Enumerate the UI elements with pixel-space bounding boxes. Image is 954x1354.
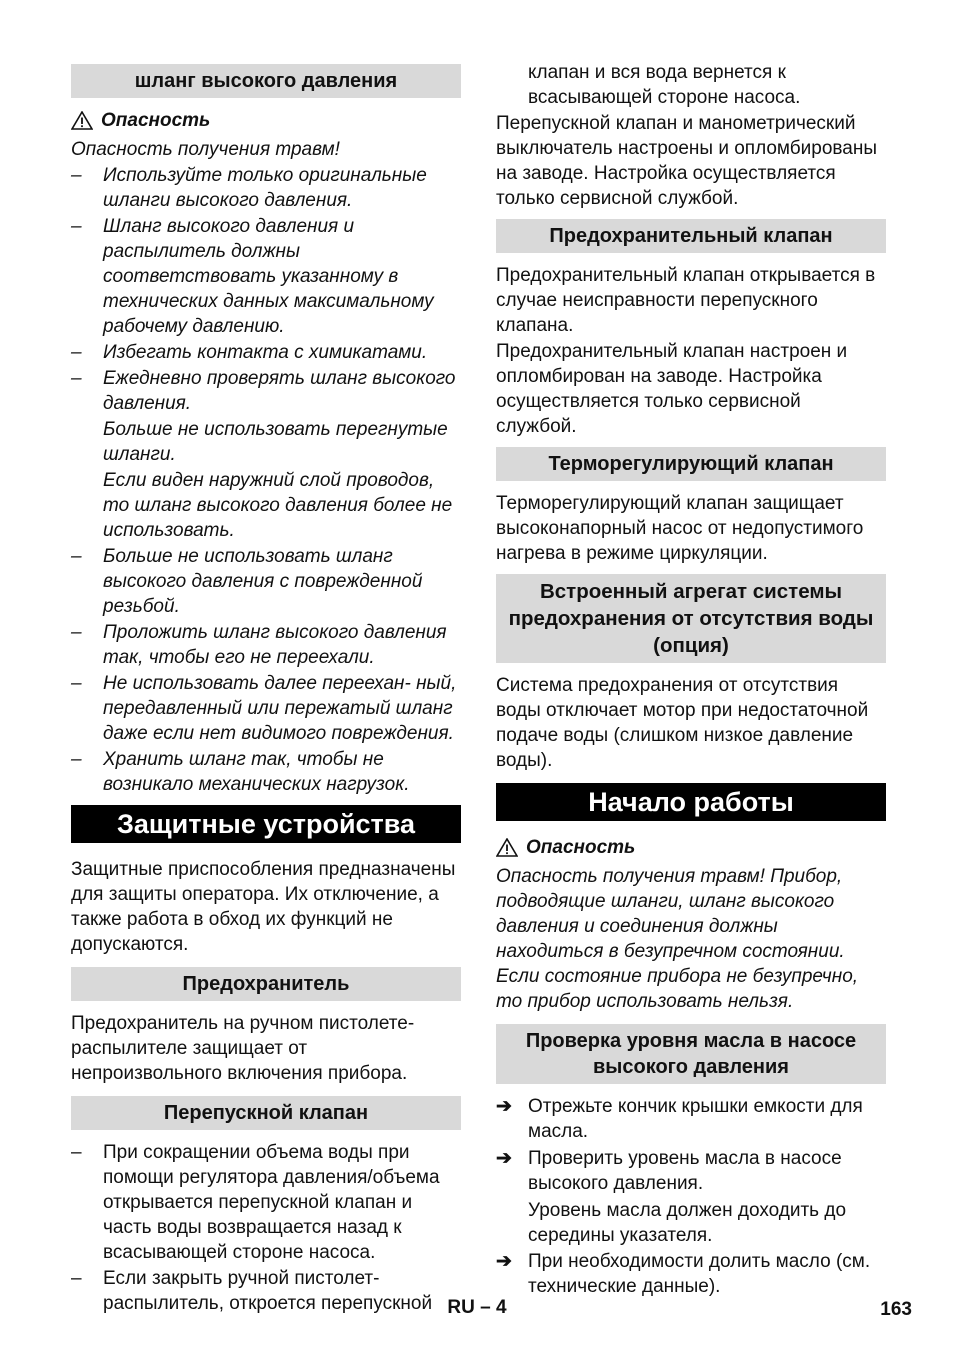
bypass-continuation: клапан и вся вода вернется к всасывающей стороне насоса.	[528, 62, 801, 108]
right-column	[496, 60, 886, 1301]
start-heading: Начало работы	[496, 783, 886, 821]
danger-text: Опасность получения травм! Прибор, подводящие шланги, шланг высокого давления и соединения должны находиться в безупречном состоянии. Если состояние прибора не безупречно, то прибор использовать нельзя.	[496, 866, 859, 1012]
hose-list	[71, 163, 461, 416]
danger-label	[496, 835, 886, 860]
safety-valve-text-1: Предохранительный клапан открывается в случае неисправности перепускного клапана.	[496, 265, 876, 336]
thermo-valve-heading: Терморегулирующий клапан	[496, 447, 886, 481]
danger-label-text: Опасность	[101, 110, 211, 131]
danger-label	[71, 108, 461, 133]
step-text: Проверить уровень масла в насосе высокого давления.	[528, 1148, 842, 1194]
hose-list-2	[71, 544, 461, 797]
section-marker: RU – 4	[447, 1297, 507, 1318]
step-continuation: Уровень масла должен доходить до середины указателя.	[528, 1200, 847, 1246]
list-item: – Шланг высокого давления и распылитель должны соответствовать указанному в технических данных максимальному рабочему давлению.	[71, 214, 461, 339]
list-item: – Проложить шланг высокого давления так, чтобы его не переехали.	[71, 620, 461, 670]
list-item: – Если закрыть ручной пистолет-распылитель, откроется перепускной	[71, 1266, 461, 1316]
list-item: – Не использовать далее переехан- ный, передавленный или пережатый шланг даже если нет видимого повреждения.	[71, 671, 461, 746]
warning-triangle-icon	[71, 111, 93, 130]
list-item: – Избегать контакта с химикатами.	[71, 340, 461, 365]
oil-steps	[496, 1094, 886, 1196]
list-item: – Используйте только оригинальные шланги высокого давления.	[71, 163, 461, 213]
list-continuation: Больше не использовать перегнутые шланги.	[103, 419, 448, 465]
safety-valve-text-2: Предохранительный клапан настроен и опломбирован на заводе. Настройка осуществляется только сервисной службой.	[496, 341, 848, 437]
dry-run-text: Система предохранения от отсутствия воды отключает мотор при недостаточной подаче воды (слишком низкое давление воды).	[496, 675, 869, 771]
oil-steps-2	[496, 1249, 886, 1299]
dry-run-heading: Встроенный агрегат системы предохранения от отсутствия воды (опция)	[496, 574, 886, 663]
bypass-text: Перепускной клапан и манометрический выключатель настроены и опломбированы на заводе. Настройка осуществляется только сервисной службой.	[496, 113, 878, 209]
list-item: – Ежедневно проверять шланг высокого давления.	[71, 366, 461, 416]
protect-text: Защитные приспособления предназначены для защиты оператора. Их отключение, а также работа в обход их функций не допускаются.	[71, 859, 456, 955]
danger-label-text: Опасность	[526, 837, 636, 858]
warning-triangle-icon	[496, 838, 518, 857]
arrow-right-icon: ➔	[496, 1148, 512, 1169]
fuse-text: Предохранитель на ручном пистолете-распылителе защищает от непроизвольного включения прибора.	[71, 1013, 415, 1084]
danger-intro: Опасность получения травм!	[71, 139, 340, 160]
list-item: – Хранить шланг так, чтобы не возникало механических нагрузок.	[71, 747, 461, 797]
arrow-right-icon: ➔	[496, 1251, 512, 1272]
thermo-valve-text: Терморегулирующий клапан защищает высоконапорный насос от недопустимого нагрева в режиме циркуляции.	[496, 493, 864, 564]
page-number: 163	[880, 1299, 912, 1320]
list-item: – При сокращении объема воды при помощи регулятора давления/объема открывается перепускной клапан и часть воды возвращается назад к всасывающей стороне насоса.	[71, 1140, 461, 1265]
safety-valve-heading: Предохранительный клапан	[496, 219, 886, 253]
bypass-heading: Перепускной клапан	[71, 1096, 461, 1130]
list-item	[496, 1249, 886, 1299]
hose-heading: шланг высокого давления	[71, 64, 461, 98]
left-column	[71, 60, 461, 1317]
step-text: При необходимости долить масло (см. технические данные).	[528, 1251, 871, 1297]
arrow-right-icon: ➔	[496, 1096, 512, 1117]
fuse-heading: Предохранитель	[71, 967, 461, 1001]
list-item	[496, 1094, 886, 1144]
list-item: – Больше не использовать шланг высокого давления с поврежденной резьбой.	[71, 544, 461, 619]
step-text: Отрежьте кончик крышки емкости для масла.	[528, 1096, 863, 1142]
list-item	[496, 1146, 886, 1196]
protect-heading: Защитные устройства	[71, 805, 461, 843]
list-continuation: Если виден наружний слой проводов, то шланг высокого давления более не использовать.	[103, 470, 453, 541]
bypass-list	[71, 1140, 461, 1316]
oil-check-heading: Проверка уровня масла в насосе высокого давления	[496, 1024, 886, 1084]
